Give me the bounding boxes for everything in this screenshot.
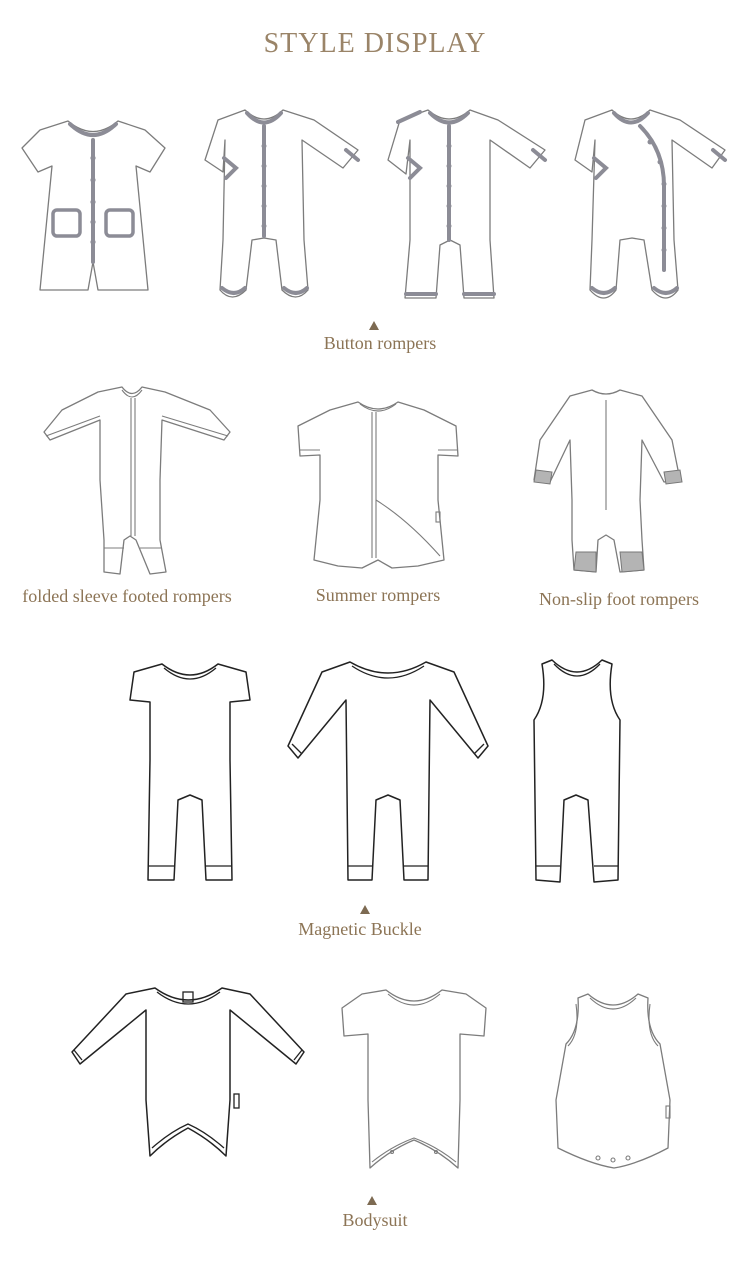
magnetic-sleeveless-romper-sketch	[534, 660, 620, 882]
folded-sleeve-label: folded sleeve footed rompers	[22, 586, 232, 606]
banded-leg-button-romper-sketch	[388, 110, 545, 298]
bodysuit-label: Bodysuit	[342, 1210, 408, 1230]
long-sleeve-bodysuit-sketch	[72, 988, 304, 1156]
folded-sleeve-romper-sketch	[44, 387, 230, 574]
summer-romper-sketch	[298, 402, 458, 568]
tank-bodysuit-sketch	[556, 994, 670, 1168]
short-sleeve-bodysuit-sketch	[342, 990, 486, 1168]
triangle-marker-icon	[367, 1196, 377, 1205]
triangle-marker-icon	[369, 321, 379, 330]
magnetic-buckle-label: Magnetic Buckle	[298, 919, 422, 939]
footed-button-romper-sketch	[205, 110, 358, 297]
button-rompers-label: Button rompers	[323, 333, 437, 353]
magnetic-long-sleeve-romper-sketch	[288, 662, 488, 880]
magnetic-short-sleeve-romper-sketch	[130, 664, 250, 880]
non-slip-label: Non-slip foot rompers	[539, 589, 699, 609]
non-slip-foot-romper-sketch	[534, 390, 682, 572]
short-sleeve-pocket-romper-sketch	[22, 121, 165, 290]
summer-rompers-label: Summer rompers	[315, 585, 441, 605]
page-title: STYLE DISPLAY	[263, 28, 487, 59]
side-button-footed-romper-sketch	[575, 110, 725, 298]
triangle-marker-icon	[360, 905, 370, 914]
